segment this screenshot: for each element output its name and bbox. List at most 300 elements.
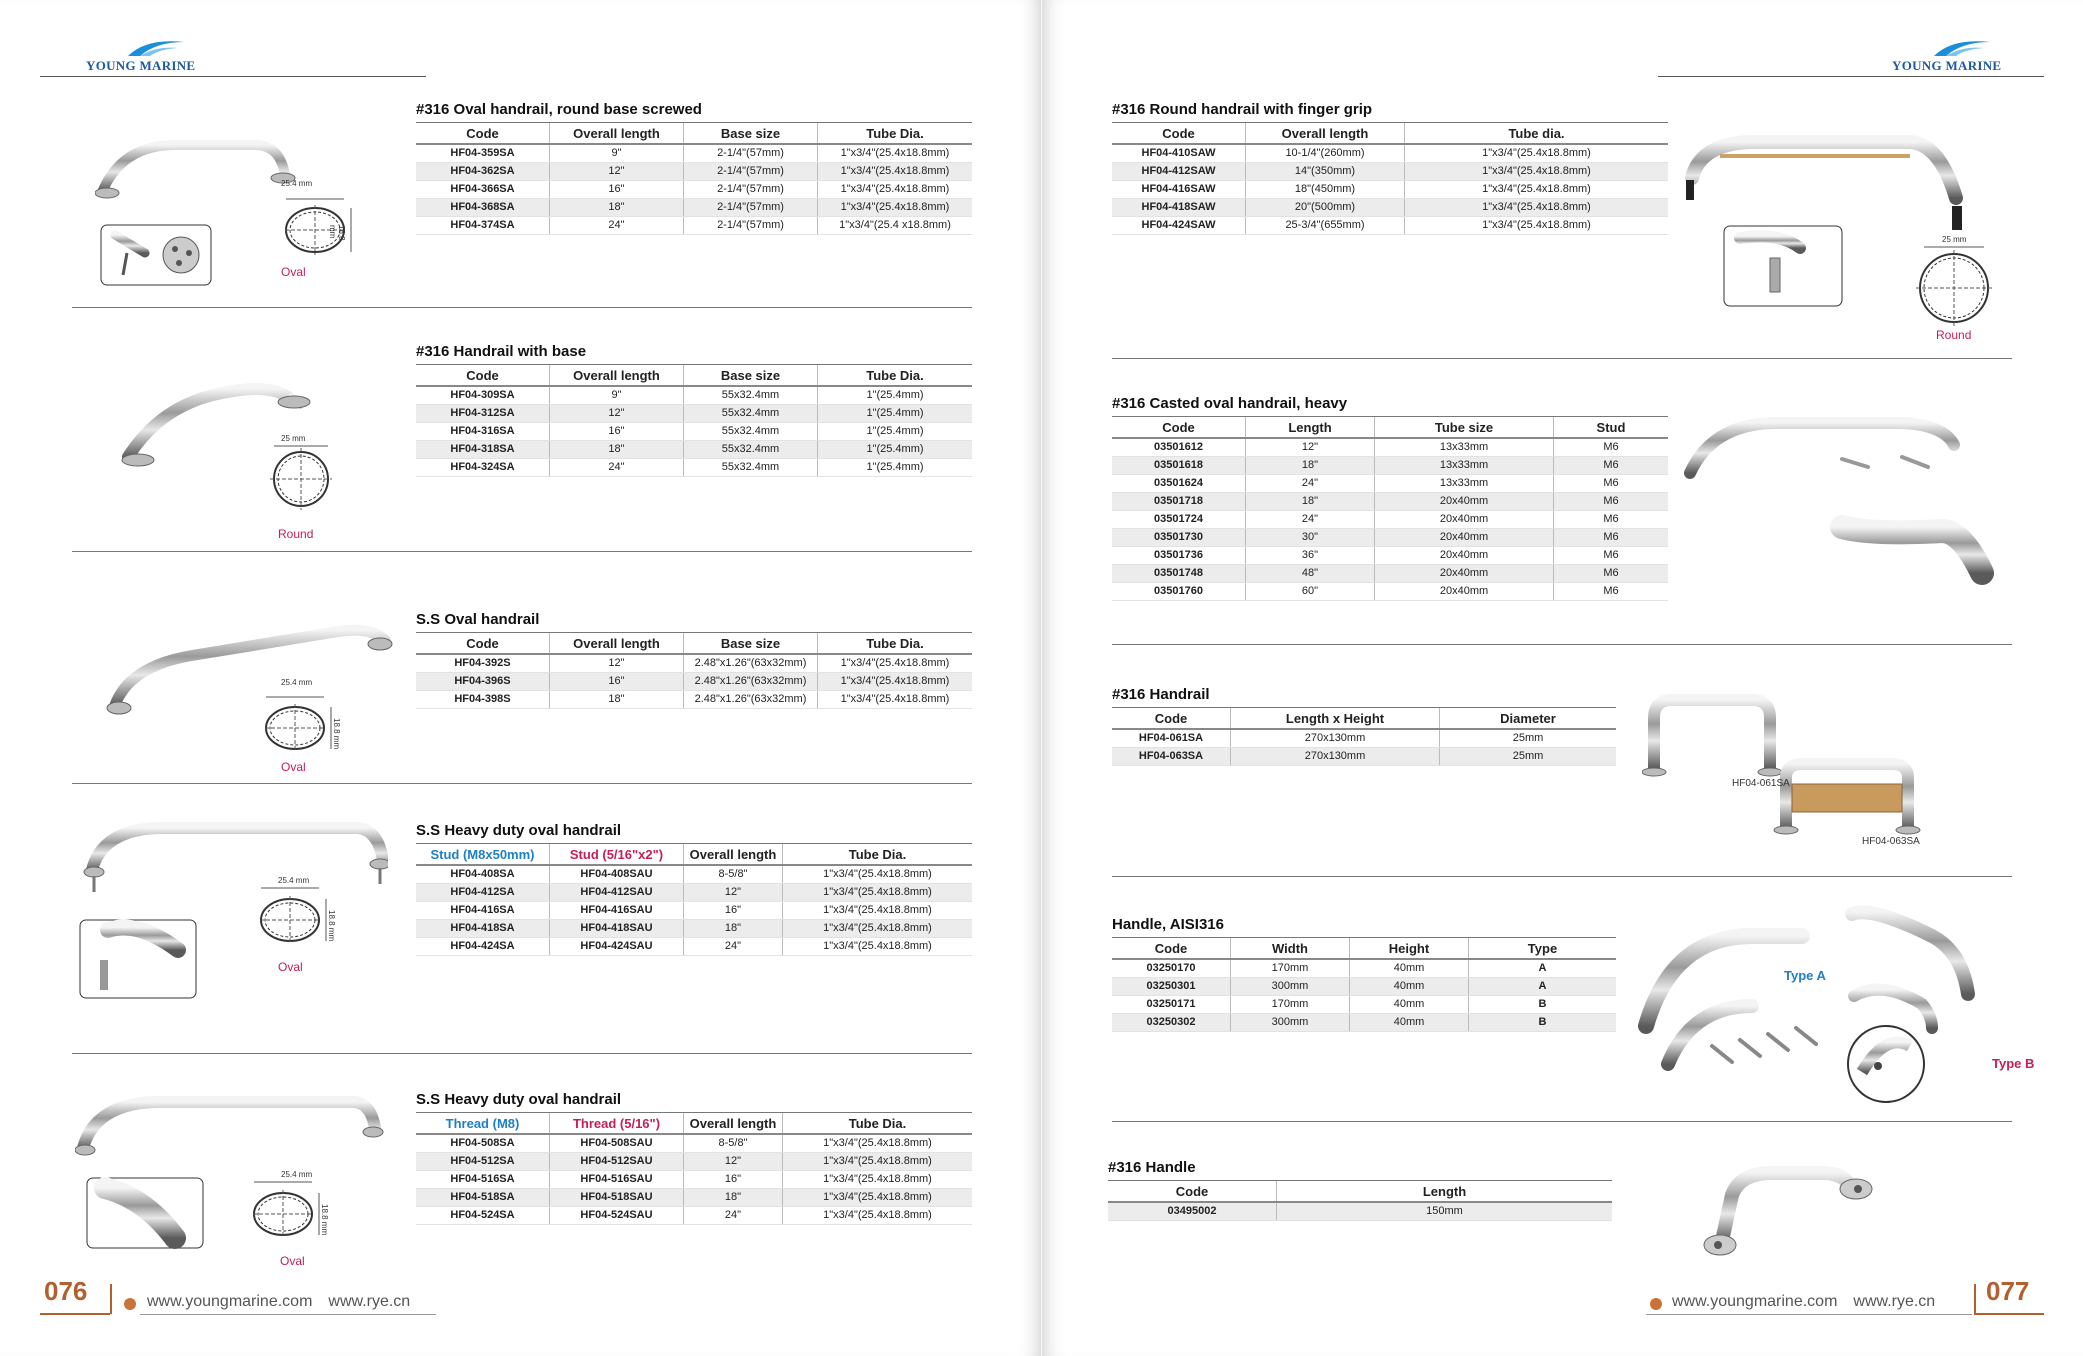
table-row (416, 865, 972, 884)
table-cell: 1"(25.4mm) (818, 441, 973, 459)
table-cell: 1"x3/4"(25.4x18.8mm) (783, 865, 973, 884)
product-image-heavy-duty-oval-handrail-stud (78, 820, 388, 1005)
table-cell: HF04-412SAU (550, 884, 684, 902)
brand-name: YOUNG MARINE (86, 58, 196, 73)
table-row (1112, 959, 1616, 978)
table-row (1112, 199, 1668, 217)
table-cell: HF04-416SA (416, 902, 550, 920)
spec-table (1112, 707, 1616, 766)
spec-table (416, 364, 972, 477)
table-cell: 1"x3/4"(25.4x18.8mm) (818, 673, 973, 691)
section-title: #316 Casted oval handrail, heavy (1112, 395, 1348, 412)
table-cell: 2-1/4"(57mm) (684, 199, 818, 217)
table-row (1112, 493, 1668, 511)
footer-url-link[interactable]: www.rye.cn (328, 1293, 411, 1310)
brand-logo (86, 58, 195, 74)
table-cell: 9" (550, 386, 684, 405)
table-row (1112, 529, 1668, 547)
table-cell: HF04-324SA (416, 459, 550, 477)
column-header: Code (416, 123, 550, 145)
table-cell: 20x40mm (1375, 565, 1554, 583)
table-row (416, 938, 972, 956)
table-cell: HF04-512SA (416, 1153, 550, 1171)
spec-table (416, 843, 972, 956)
table-row (1112, 438, 1668, 457)
table-cell: 40mm (1350, 959, 1469, 978)
dimension-height-label: 18.8 mm (328, 225, 346, 241)
profile-caption: Round (278, 527, 314, 541)
brand-logo (1892, 58, 2001, 74)
table-cell: 13x33mm (1375, 475, 1554, 493)
table-row (416, 902, 972, 920)
globe-icon (124, 1298, 136, 1310)
table-cell: 16" (550, 673, 684, 691)
table-cell: 18"(450mm) (1246, 181, 1405, 199)
table-cell: 1"(25.4mm) (818, 459, 973, 477)
table-cell: 1"x3/4"(25.4x18.8mm) (818, 181, 973, 199)
table-cell: 2-1/4"(57mm) (684, 144, 818, 163)
product-image-oval-handrail-round-base (95, 135, 370, 292)
section-title: S.S Oval handrail (416, 611, 540, 628)
column-header: Code (1112, 417, 1246, 439)
dimension-height-label: 18.8 mm (332, 718, 341, 750)
table-cell: 25mm (1440, 729, 1617, 748)
table-cell: 2-1/4"(57mm) (684, 163, 818, 181)
table-cell: 12" (684, 884, 783, 902)
wave-logo-icon (126, 36, 186, 58)
table-cell: HF04-416SAU (550, 902, 684, 920)
type-b-label: Type B (1992, 1056, 2035, 1071)
table-cell: 24" (684, 938, 783, 956)
column-header: Tube size (1375, 417, 1554, 439)
table-cell: HF04-416SAW (1112, 181, 1246, 199)
dimension-width-label: 25.4 mm (278, 876, 310, 885)
table-row (1112, 181, 1668, 199)
table-cell: HF04-408SAU (550, 865, 684, 884)
column-header: Overall length (1246, 123, 1405, 145)
table-cell: 1"x3/4"(25.4x18.8mm) (1405, 199, 1669, 217)
profile-caption: Round (1936, 328, 1972, 342)
column-header: Code (1108, 1181, 1277, 1203)
table-row (1112, 729, 1616, 748)
table-cell: HF04-516SAU (550, 1171, 684, 1189)
table-cell: 270x130mm (1231, 729, 1440, 748)
table-cell: HF04-063SA (1112, 748, 1231, 766)
table-cell: 12" (550, 654, 684, 673)
section-divider (72, 783, 972, 784)
table-cell: 24" (1246, 475, 1375, 493)
table-cell: 55x32.4mm (684, 441, 818, 459)
table-cell: 55x32.4mm (684, 459, 818, 477)
table-row (416, 884, 972, 902)
type-a-label: Type A (1784, 968, 1826, 983)
dimension-width-label: 25.4 mm (281, 678, 313, 687)
table-cell: HF04-412SAW (1112, 163, 1246, 181)
table-cell: 8-5/8" (684, 1134, 783, 1153)
table-cell: M6 (1554, 438, 1669, 457)
table-row (1108, 1202, 1612, 1221)
footer-url-link[interactable]: www.youngmarine.com (147, 1293, 313, 1310)
table-cell: 9" (550, 144, 684, 163)
table-cell: 03250171 (1112, 996, 1231, 1014)
table-row (416, 654, 972, 673)
column-header: Tube Dia. (818, 123, 973, 145)
table-row (416, 405, 972, 423)
table-cell: 12" (550, 163, 684, 181)
table-cell: HF04-516SA (416, 1171, 550, 1189)
globe-icon (1650, 1298, 1662, 1310)
table-cell: HF04-312SA (416, 405, 550, 423)
table-cell: 1"x3/4"(25.4x18.8mm) (1405, 217, 1669, 235)
column-header: Height (1350, 938, 1469, 960)
table-row (1112, 583, 1668, 601)
table-row (1112, 748, 1616, 766)
column-header: Overall length (684, 844, 783, 866)
section-divider (1112, 358, 2012, 359)
table-row (416, 1134, 972, 1153)
table-cell: 18" (1246, 457, 1375, 475)
table-cell: 40mm (1350, 1014, 1469, 1032)
table-cell: 18" (684, 1189, 783, 1207)
table-cell: 18" (684, 920, 783, 938)
table-cell: 2.48"x1.26"(63x32mm) (684, 691, 818, 709)
header-rule (1658, 76, 2044, 77)
image-label: HF04-063SA (1862, 836, 1920, 847)
table-row (1112, 547, 1668, 565)
table-cell: 16" (550, 423, 684, 441)
table-cell: 18" (1246, 493, 1375, 511)
product-image-316-handrail (1642, 688, 2012, 853)
column-header: Base size (684, 123, 818, 145)
table-cell: 55x32.4mm (684, 405, 818, 423)
page-number-underline (40, 1313, 110, 1315)
spec-table (416, 632, 972, 709)
table-cell: HF04-524SAU (550, 1207, 684, 1225)
table-cell: HF04-524SA (416, 1207, 550, 1225)
table-cell: 8-5/8" (684, 865, 783, 884)
table-cell: 1"x3/4"(25.4x18.8mm) (783, 920, 973, 938)
table-cell: 1"x3/4"(25.4x18.8mm) (783, 938, 973, 956)
column-header: Code (416, 633, 550, 655)
table-cell: 1"x3/4"(25.4x18.8mm) (818, 691, 973, 709)
dimension-width-label: 25 mm (1942, 235, 1967, 244)
table-cell: 1"x3/4"(25.4x18.8mm) (783, 1134, 973, 1153)
table-cell: M6 (1554, 547, 1669, 565)
footer-rule (140, 1314, 436, 1315)
table-row (416, 1153, 972, 1171)
table-cell: HF04-508SA (416, 1134, 550, 1153)
table-cell: HF04-398S (416, 691, 550, 709)
section-divider (72, 551, 972, 552)
dimension-height-label: 18.8 mm (320, 1204, 329, 1236)
table-cell: 12" (550, 405, 684, 423)
table-cell: HF04-366SA (416, 181, 550, 199)
table-cell: HF04-309SA (416, 386, 550, 405)
table-cell: HF04-318SA (416, 441, 550, 459)
table-cell: 40mm (1350, 978, 1469, 996)
product-image-handle-aisi316 (1632, 896, 2062, 1111)
table-cell: 03501724 (1112, 511, 1246, 529)
section-divider (1112, 876, 2012, 877)
brand-name: YOUNG MARINE (1892, 58, 2002, 73)
table-cell: HF04-424SA (416, 938, 550, 956)
table-cell: 24" (684, 1207, 783, 1225)
footer-url-link[interactable]: www.rye.cn (1853, 1293, 1936, 1310)
section-divider (1112, 1121, 2012, 1122)
spec-table (416, 122, 972, 235)
table-cell: 48" (1246, 565, 1375, 583)
table-cell: 2.48"x1.26"(63x32mm) (684, 654, 818, 673)
column-header: Base size (684, 365, 818, 387)
table-row (1112, 996, 1616, 1014)
column-header: Tube dia. (1405, 123, 1669, 145)
table-cell: HF04-508SAU (550, 1134, 684, 1153)
table-cell: 1"x3/4"(25.4x18.8mm) (1405, 144, 1669, 163)
table-cell: 13x33mm (1375, 457, 1554, 475)
product-image-handrail-with-base (118, 372, 398, 547)
profile-caption: Oval (281, 265, 306, 279)
column-header: Thread (5/16") (550, 1113, 684, 1135)
table-cell: 16" (684, 902, 783, 920)
table-cell: 03501736 (1112, 547, 1246, 565)
column-header: Code (1112, 938, 1231, 960)
footer-url-link[interactable]: www.youngmarine.com (1672, 1293, 1838, 1310)
table-row (1112, 163, 1668, 181)
right-page (1042, 0, 2083, 1356)
dimension-height-label: 18.8 mm (327, 910, 336, 942)
table-row (416, 1207, 972, 1225)
table-cell: M6 (1554, 529, 1669, 547)
table-cell: 1"(25.4mm) (818, 386, 973, 405)
table-cell: 03501760 (1112, 583, 1246, 601)
product-image-casted-oval-handrail (1682, 405, 2002, 620)
column-header: Overall length (550, 123, 684, 145)
table-row (416, 163, 972, 181)
column-header: Type (1469, 938, 1617, 960)
table-row (416, 1189, 972, 1207)
table-cell: 20x40mm (1375, 529, 1554, 547)
table-cell: 1"x3/4"(25.4x18.8mm) (783, 1171, 973, 1189)
table-cell: 1"x3/4"(25.4x18.8mm) (818, 654, 973, 673)
left-page (0, 0, 1041, 1356)
table-cell: HF04-518SA (416, 1189, 550, 1207)
column-header: Code (1112, 708, 1231, 730)
table-cell: 150mm (1277, 1202, 1613, 1221)
table-cell: 18" (550, 199, 684, 217)
header-rule (40, 76, 426, 77)
column-header: Length x Height (1231, 708, 1440, 730)
table-cell: 1"x3/4"(25.4x18.8mm) (783, 902, 973, 920)
table-cell: 170mm (1231, 996, 1350, 1014)
column-header: Length (1277, 1181, 1613, 1203)
column-header: Tube Dia. (818, 633, 973, 655)
dimension-width-label: 25.4 mm (281, 1170, 313, 1179)
table-row (416, 673, 972, 691)
section-title: S.S Heavy duty oval handrail (416, 1091, 622, 1108)
table-cell: HF04-396S (416, 673, 550, 691)
table-cell: B (1469, 996, 1617, 1014)
table-row (416, 691, 972, 709)
profile-caption: Oval (281, 760, 306, 774)
column-header: Code (416, 365, 550, 387)
dimension-width-label: 25.4 mm (281, 179, 313, 188)
table-cell: 20x40mm (1375, 511, 1554, 529)
column-header: Overall length (684, 1113, 783, 1135)
column-header: Base size (684, 633, 818, 655)
section-title: Handle, AISI316 (1112, 916, 1224, 933)
table-cell: 03501624 (1112, 475, 1246, 493)
table-cell: 13x33mm (1375, 438, 1554, 457)
table-cell: 300mm (1231, 1014, 1350, 1032)
column-header: Thread (M8) (416, 1113, 550, 1135)
column-header: Tube Dia. (783, 1113, 973, 1135)
table-cell: 60" (1246, 583, 1375, 601)
table-cell: 1"x3/4"(25.4x18.8mm) (818, 163, 973, 181)
table-cell: 03250302 (1112, 1014, 1231, 1032)
table-cell: 10-1/4"(260mm) (1246, 144, 1405, 163)
section-title: #316 Round handrail with finger grip (1112, 101, 1373, 118)
table-cell: 300mm (1231, 978, 1350, 996)
column-header: Width (1231, 938, 1350, 960)
table-row (1112, 1014, 1616, 1032)
table-cell: HF04-359SA (416, 144, 550, 163)
table-cell: 03501748 (1112, 565, 1246, 583)
column-header: Diameter (1440, 708, 1617, 730)
dimension-width-label: 25 mm (281, 434, 306, 443)
footer-urls (147, 1293, 410, 1311)
table-cell: 270x130mm (1231, 748, 1440, 766)
table-cell: M6 (1554, 583, 1669, 601)
table-cell: M6 (1554, 475, 1669, 493)
table-cell: HF04-408SA (416, 865, 550, 884)
product-image-ss-oval-handrail (105, 610, 395, 785)
table-row (416, 1171, 972, 1189)
section-title: #316 Handle (1108, 1159, 1196, 1176)
table-cell: 2-1/4"(57mm) (684, 181, 818, 199)
table-cell: 30" (1246, 529, 1375, 547)
table-cell: 1"x3/4"(25.4x18.8mm) (1405, 163, 1669, 181)
column-header: Overall length (550, 365, 684, 387)
page-number-underline (1974, 1313, 2044, 1315)
table-cell: 2-1/4"(57mm) (684, 217, 818, 235)
page-number: 077 (1986, 1276, 2030, 1306)
product-image-316-handle (1692, 1145, 1892, 1270)
table-cell: HF04-061SA (1112, 729, 1231, 748)
table-cell: 1"x3/4"(25.4 x18.8mm) (818, 217, 973, 235)
table-cell: 1"x3/4"(25.4x18.8mm) (1405, 181, 1669, 199)
table-cell: 1"(25.4mm) (818, 423, 973, 441)
table-cell: HF04-418SAU (550, 920, 684, 938)
profile-caption: Oval (280, 1254, 305, 1268)
table-cell: 18" (550, 441, 684, 459)
table-cell: 24" (1246, 511, 1375, 529)
table-cell: HF04-424SAW (1112, 217, 1246, 235)
section-title: S.S Heavy duty oval handrail (416, 822, 622, 839)
column-header: Overall length (550, 633, 684, 655)
column-header: Tube Dia. (783, 844, 973, 866)
section-divider (72, 307, 972, 308)
table-cell: 20x40mm (1375, 583, 1554, 601)
table-row (1112, 978, 1616, 996)
page-number: 076 (44, 1276, 88, 1306)
footer-rule (1646, 1314, 1972, 1315)
table-cell: A (1469, 978, 1617, 996)
table-cell: 55x32.4mm (684, 386, 818, 405)
column-header: Stud (M8x50mm) (416, 844, 550, 866)
page-number-divider (110, 1284, 112, 1314)
table-cell: B (1469, 1014, 1617, 1032)
table-cell: HF04-410SAW (1112, 144, 1246, 163)
table-cell: 20"(500mm) (1246, 199, 1405, 217)
table-cell: HF04-412SA (416, 884, 550, 902)
table-cell: M6 (1554, 565, 1669, 583)
table-cell: HF04-418SA (416, 920, 550, 938)
wave-logo-icon (1932, 36, 1992, 58)
image-label: HF04-061SA (1732, 778, 1790, 789)
table-cell: 03495002 (1108, 1202, 1277, 1221)
table-cell: 55x32.4mm (684, 423, 818, 441)
table-row (1112, 457, 1668, 475)
table-cell: 24" (550, 217, 684, 235)
table-cell: A (1469, 959, 1617, 978)
table-cell: HF04-418SAW (1112, 199, 1246, 217)
table-cell: 25-3/4"(655mm) (1246, 217, 1405, 235)
table-row (416, 459, 972, 477)
table-cell: 170mm (1231, 959, 1350, 978)
table-cell: 36" (1246, 547, 1375, 565)
table-row (416, 217, 972, 235)
table-cell: HF04-518SAU (550, 1189, 684, 1207)
spec-table (1112, 416, 1668, 601)
table-cell: 16" (684, 1171, 783, 1189)
table-cell: 03250170 (1112, 959, 1231, 978)
column-header: Stud (1554, 417, 1669, 439)
section-divider (72, 1053, 972, 1054)
table-cell: 1"x3/4"(25.4x18.8mm) (818, 144, 973, 163)
table-cell: 25mm (1440, 748, 1617, 766)
table-cell: 1"x3/4"(25.4x18.8mm) (783, 884, 973, 902)
column-header: Code (1112, 123, 1246, 145)
table-cell: M6 (1554, 457, 1669, 475)
table-cell: 1"x3/4"(25.4x18.8mm) (783, 1207, 973, 1225)
section-title: #316 Oval handrail, round base screwed (416, 101, 702, 118)
table-row (416, 423, 972, 441)
table-cell: HF04-368SA (416, 199, 550, 217)
table-cell: 03501730 (1112, 529, 1246, 547)
table-cell: 1"(25.4mm) (818, 405, 973, 423)
spec-table (416, 1112, 972, 1225)
footer-urls (1672, 1293, 1935, 1311)
table-cell: 12" (1246, 438, 1375, 457)
section-divider (1112, 644, 2012, 645)
table-cell: HF04-362SA (416, 163, 550, 181)
table-cell: HF04-424SAU (550, 938, 684, 956)
table-cell: HF04-374SA (416, 217, 550, 235)
profile-caption: Oval (278, 960, 303, 974)
product-image-heavy-duty-oval-handrail-thread (75, 1088, 385, 1273)
table-cell: 12" (684, 1153, 783, 1171)
table-cell: 14"(350mm) (1246, 163, 1405, 181)
table-row (416, 199, 972, 217)
table-cell: 1"x3/4"(25.4x18.8mm) (783, 1153, 973, 1171)
table-cell: 03250301 (1112, 978, 1231, 996)
table-cell: 1"x3/4"(25.4x18.8mm) (783, 1189, 973, 1207)
spec-table (1112, 122, 1668, 235)
table-cell: HF04-512SAU (550, 1153, 684, 1171)
table-cell: M6 (1554, 493, 1669, 511)
table-cell: M6 (1554, 511, 1669, 529)
table-row (1112, 511, 1668, 529)
